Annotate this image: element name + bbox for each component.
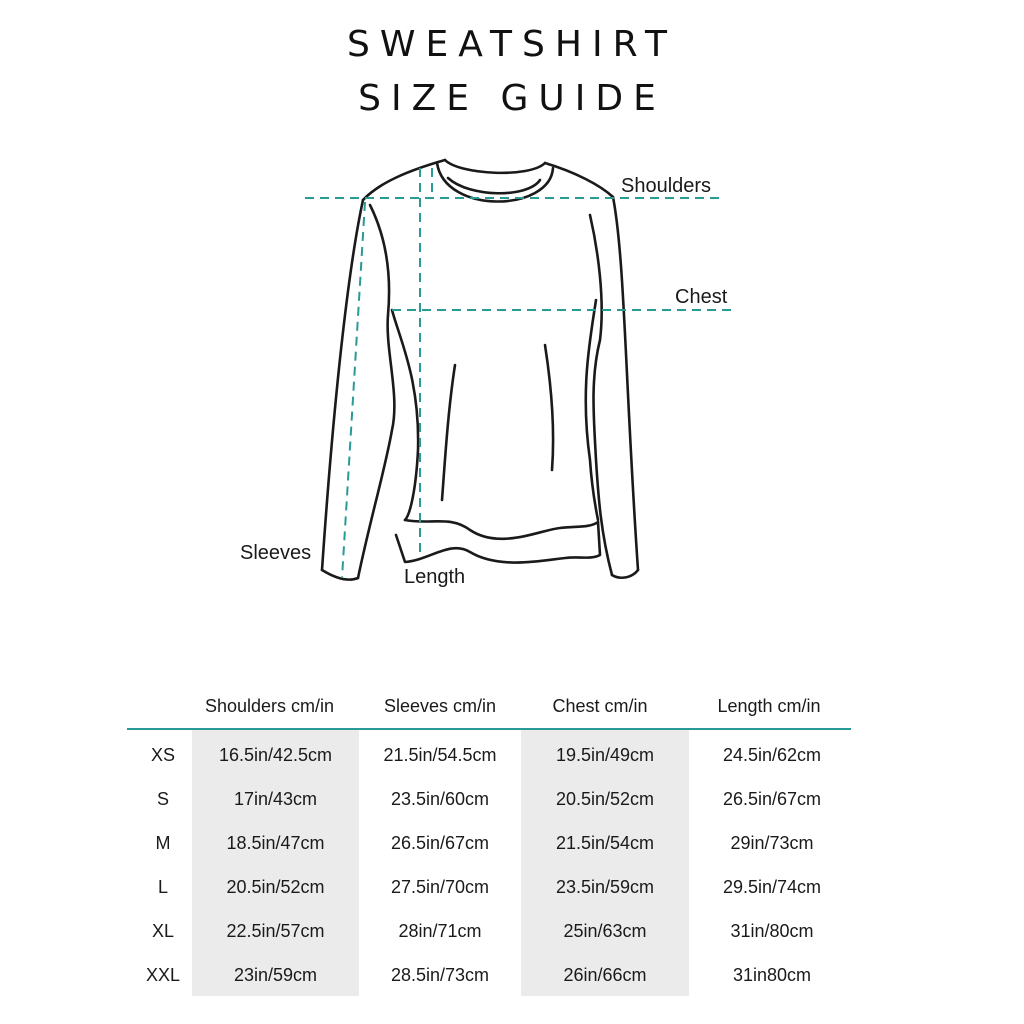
length-value: 29in/73cm (730, 833, 814, 853)
neckline-outer (445, 160, 545, 173)
page-title-line-2: SIZE GUIDE (358, 78, 666, 119)
length-value: 24.5in/62cm (722, 745, 822, 765)
fold-right (545, 345, 553, 470)
table-row (127, 777, 851, 821)
sleeves-value: 21.5in/54.5cm (383, 745, 497, 765)
header-divider (127, 728, 851, 730)
table-row (127, 821, 851, 865)
chest-value: 21.5in/54cm (555, 833, 655, 853)
header-shoulders: Shoulders cm/in (204, 696, 335, 716)
length-value: 31in80cm (732, 965, 812, 985)
body-right-side (586, 300, 598, 520)
left-sleeve-outer (322, 200, 363, 570)
page-title-line-1: SWEATSHIRT (347, 24, 677, 65)
sleeves-value: 27.5in/70cm (390, 877, 490, 897)
size-label: S (156, 789, 169, 809)
label-shoulders: Shoulders (621, 175, 712, 197)
chest-value: 25in/63cm (563, 921, 647, 941)
label-chest: Chest (675, 286, 728, 308)
shoulders-value: 20.5in/52cm (226, 877, 325, 897)
right-sleeve-cuff (612, 570, 638, 578)
header-sleeves: Sleeves cm/in (383, 696, 497, 716)
table-row (127, 909, 851, 953)
fold-left (442, 365, 455, 500)
right-shoulder (545, 163, 613, 197)
table-row (127, 865, 851, 909)
length-value: 31in/80cm (730, 921, 814, 941)
shoulders-value: 18.5in/47cm (226, 833, 325, 853)
size-table (127, 690, 851, 996)
size-label: L (157, 877, 168, 897)
left-sleeve-inner (358, 205, 394, 578)
sleeves-value: 26.5in/67cm (390, 833, 490, 853)
sleeves-value: 23.5in/60cm (390, 789, 490, 809)
header-length: Length cm/in (717, 696, 821, 716)
label-sleeves: Sleeves (240, 542, 312, 564)
shoulders-value: 17in/43cm (233, 789, 318, 809)
chest-value: 26in/66cm (563, 965, 647, 985)
neckline-rib (448, 178, 540, 193)
left-shoulder (363, 160, 445, 200)
shoulders-value: 16.5in/42.5cm (218, 745, 333, 765)
shoulders-value: 22.5in/57cm (226, 921, 325, 941)
right-sleeve-outer (613, 197, 638, 570)
sleeves-value: 28in/71cm (398, 921, 482, 941)
size-label: XL (151, 921, 175, 941)
header-chest: Chest cm/in (552, 696, 648, 716)
size-label: XXL (145, 965, 181, 985)
table-row (127, 733, 851, 777)
sleeves-value: 28.5in/73cm (390, 965, 490, 985)
label-length: Length (404, 566, 466, 588)
table-row (127, 953, 851, 997)
size-label: M (155, 833, 171, 853)
length-value: 26.5in/67cm (722, 789, 822, 809)
right-sleeve-inner (590, 215, 612, 575)
left-sleeve-cuff (322, 570, 358, 580)
waistband-top (405, 520, 598, 539)
chest-value: 20.5in/52cm (555, 789, 655, 809)
sweatshirt-illustration (0, 140, 1024, 600)
body-left-side (392, 310, 418, 520)
shoulders-value: 23in/59cm (233, 965, 318, 985)
chest-value: 19.5in/49cm (555, 745, 655, 765)
length-value: 29.5in/74cm (722, 877, 822, 897)
chest-value: 23.5in/59cm (555, 877, 655, 897)
size-label: XS (150, 745, 175, 765)
